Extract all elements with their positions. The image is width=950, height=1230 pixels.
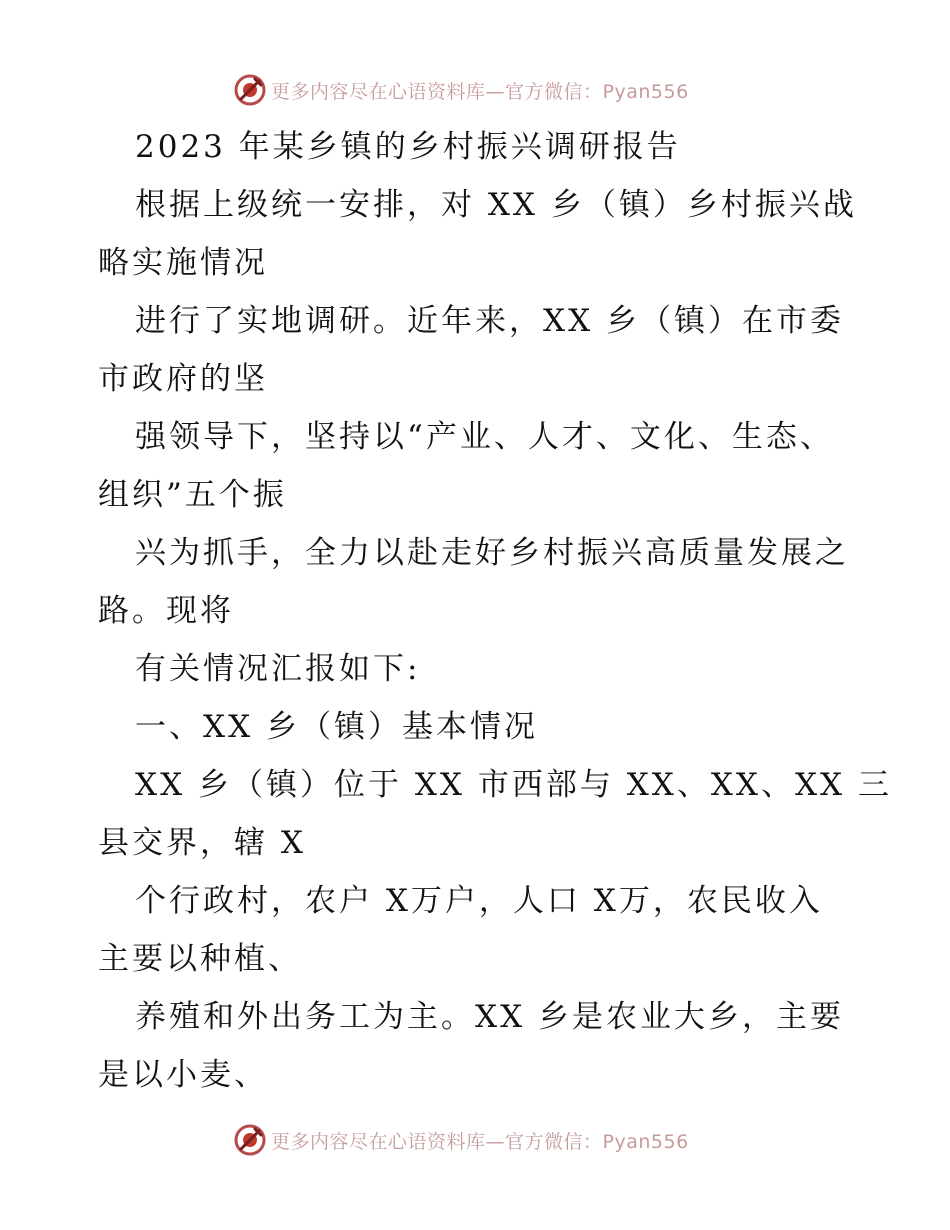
- text-line: 养殖和外出务工为主。XX 乡是农业大乡，主要: [135, 999, 844, 1035]
- text-line: 强领导下，坚持以“产业、人才、文化、生态、: [135, 419, 834, 455]
- text-line: 有关情况汇报如下:: [135, 651, 421, 687]
- logo-seal-icon: [233, 73, 267, 107]
- footer-banner-text: 更多内容尽在心语资料库—官方微信：Pyan556: [271, 1130, 689, 1153]
- text-line: 略实施情况: [98, 245, 268, 281]
- header-banner-text: 更多内容尽在心语资料库—官方微信：Pyan556: [271, 80, 689, 103]
- logo-seal-icon: [233, 1123, 267, 1157]
- text-line: XX 乡（镇）位于 XX 市西部与 XX、XX、XX 三: [135, 767, 892, 803]
- text-line: 组织”五个振: [98, 477, 287, 513]
- text-line: 县交界，辖 X: [98, 825, 306, 861]
- text-line: 市政府的坚: [98, 361, 268, 397]
- text-line: 路。现将: [98, 593, 234, 629]
- text-line: 根据上级统一安排，对 XX 乡（镇）乡村振兴战: [135, 187, 857, 223]
- text-line: 主要以种植、: [98, 941, 302, 977]
- header-banner: [0, 70, 950, 110]
- doc-title: 2023 年某乡镇的乡村振兴调研报告: [135, 129, 681, 165]
- text-line: 兴为抓手，全力以赴走好乡村振兴高质量发展之: [135, 535, 849, 571]
- text-line: 进行了实地调研。近年来，XX 乡（镇）在市委: [135, 303, 844, 339]
- footer-banner: [0, 1120, 950, 1160]
- text-line: 个行政村，农户 X万户，人口 X万，农民收入: [135, 883, 823, 919]
- text-line: 是以小麦、: [98, 1057, 268, 1093]
- section-heading: 一、XX 乡（镇）基本情况: [135, 709, 538, 745]
